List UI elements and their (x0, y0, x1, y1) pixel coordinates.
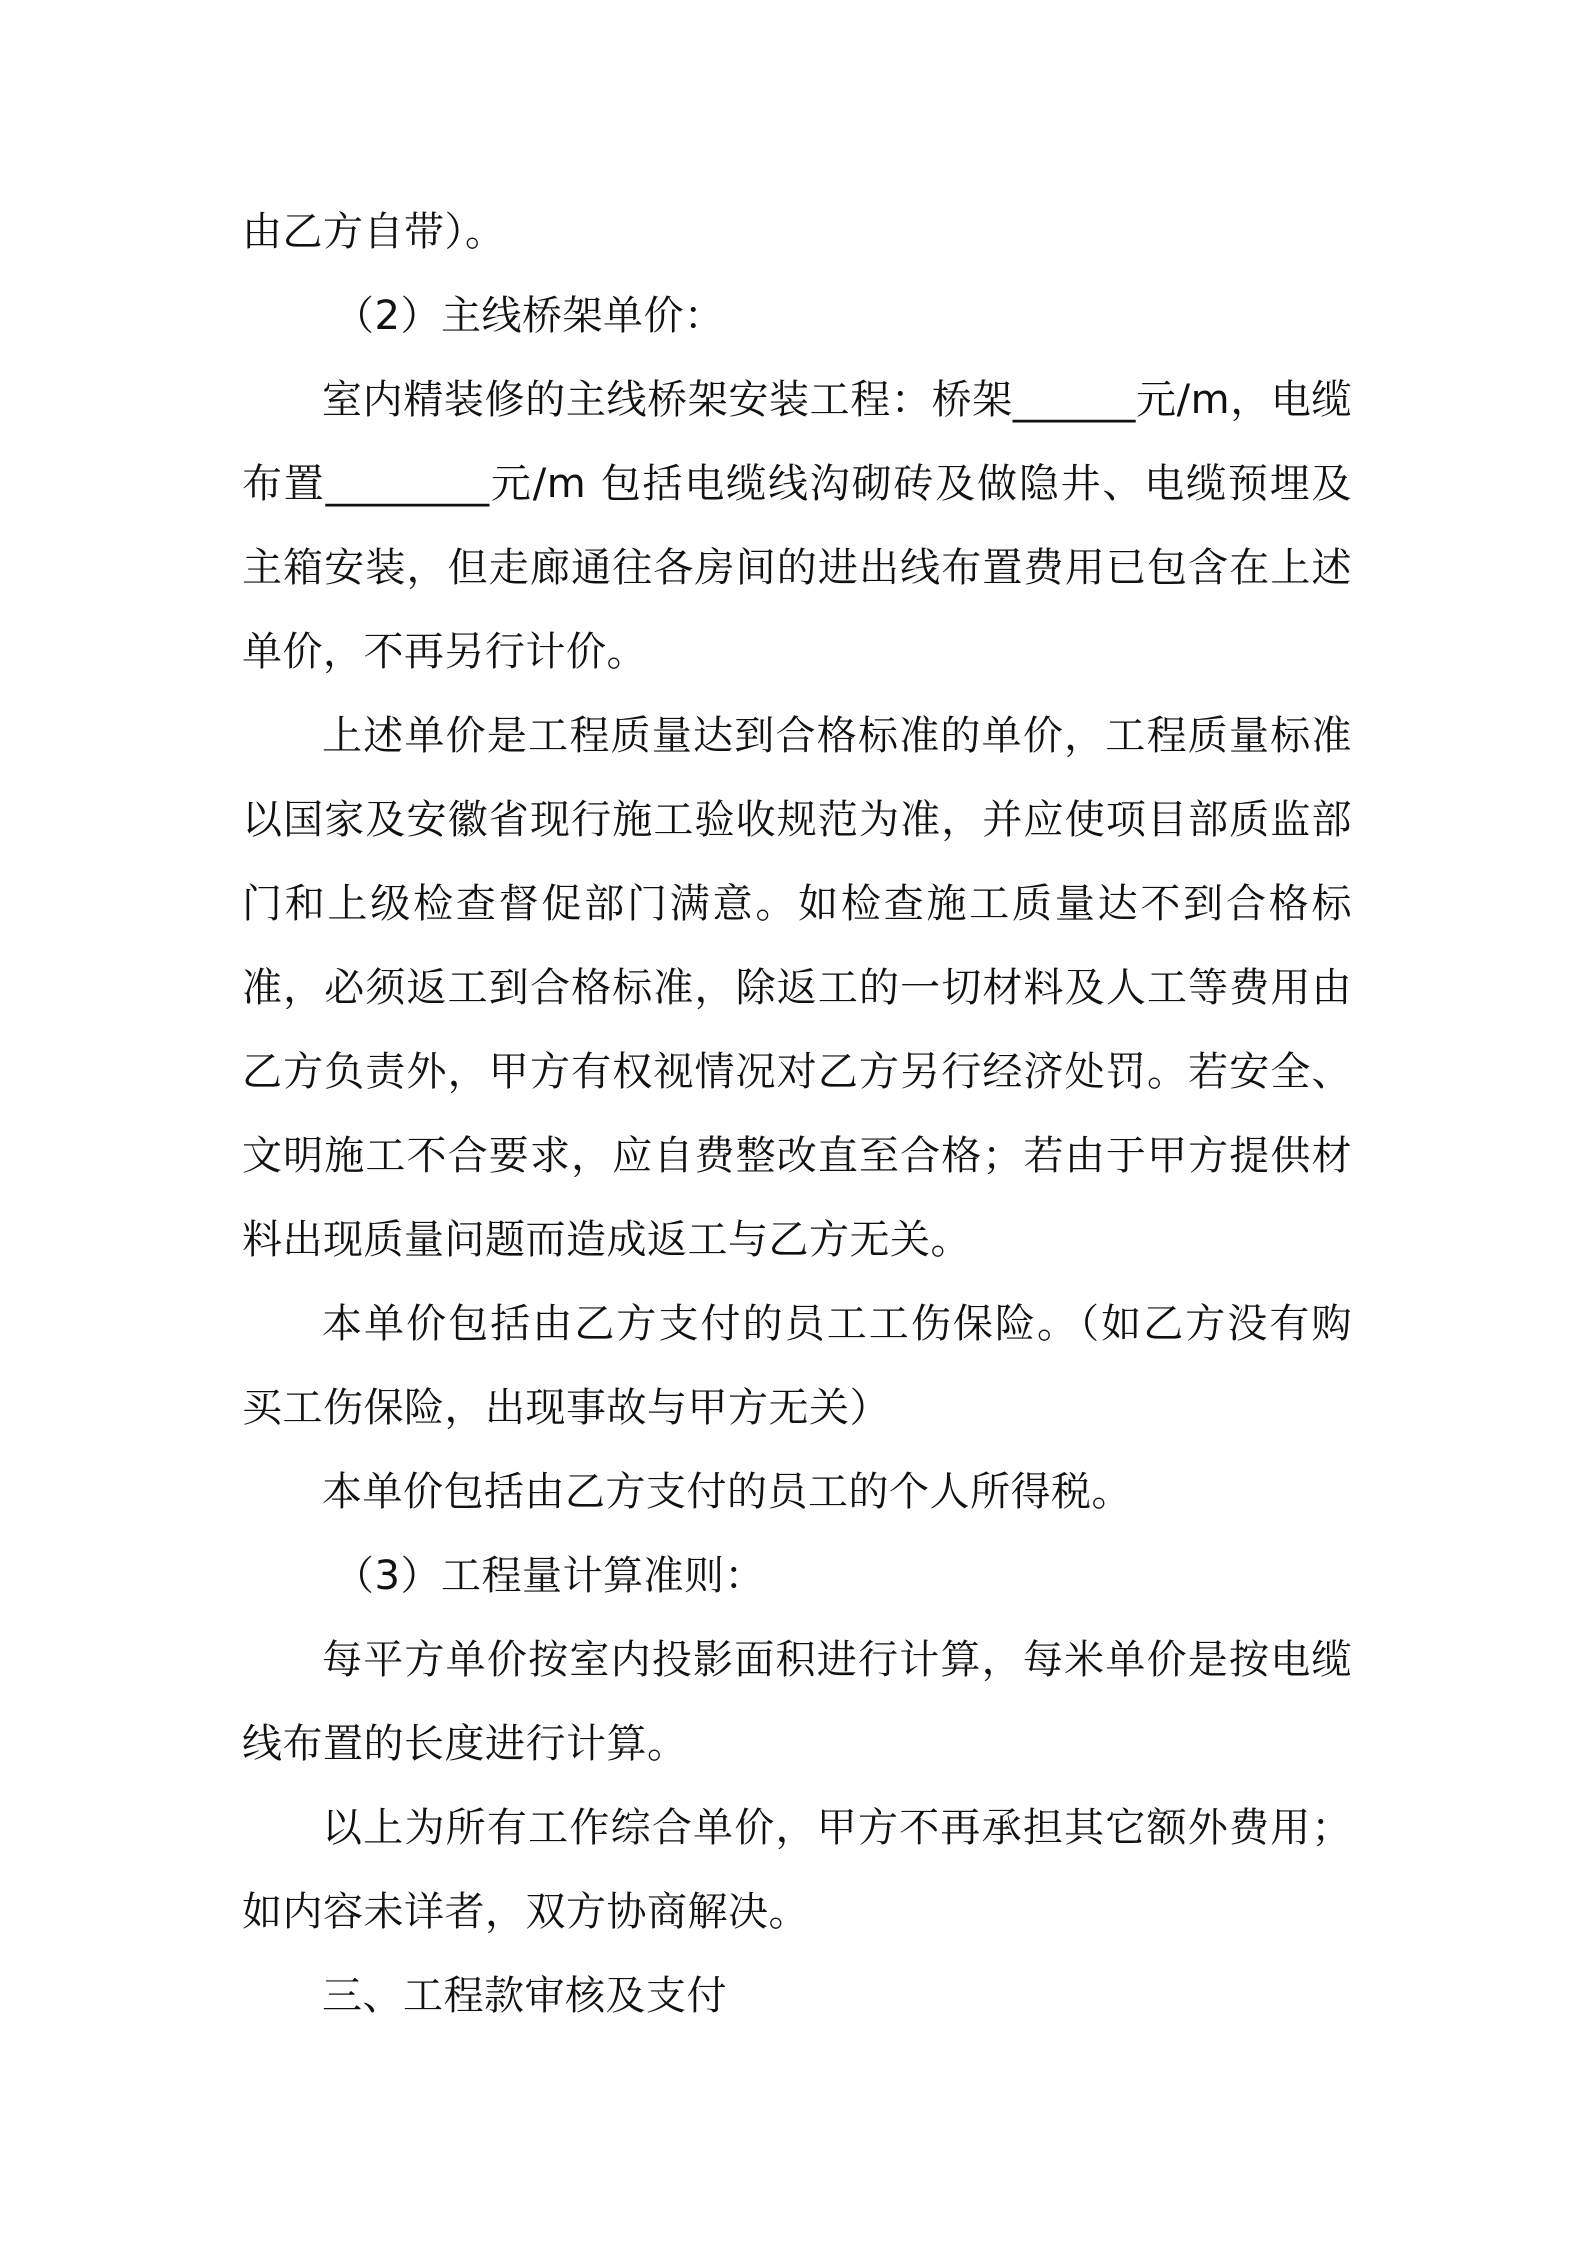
section-heading-quantity-rules: （3）工程量计算准则： (334, 1553, 765, 1599)
paragraph-injury-insurance: 本单价包括由乙方支付的员工工伤保险。（如乙方没有购买工伤保险，出现事故与甲方无关） (242, 1301, 1352, 1431)
paragraph-income-tax: 本单价包括由乙方支付的员工的个人所得税。 (322, 1469, 1132, 1515)
paragraph-comprehensive-price: 以上为所有工作综合单价，甲方不再承担其它额外费用；如内容未详者，双方协商解决。 (242, 1805, 1352, 1935)
paragraph-continuation: 由乙方自带）。 (242, 209, 506, 255)
section-heading-payment: 三、工程款审核及支付 (322, 1973, 727, 2019)
document-body (242, 190, 1352, 2038)
section-heading-main-tray-price: （2）主线桥架单价： (334, 293, 725, 339)
paragraph-quality-standard: 上述单价是工程质量达到合格标准的单价，工程质量标准以国家及安徽省现行施工验收规范为准，并应使项目部质监部门和上级检查督促部门满意。如检查施工质量达不到合格标准，必须返工到合格标准，除返工的一切材料及人工等费用由乙方负责外，甲方有权视情况对乙方另行经济处罚。若安全、文明施工不合要求，应自费整改直至合格；若由于甲方提供材料出现质量问题而造成返工与乙方无关。 (242, 713, 1352, 1263)
paragraph-calculation-method: 每平方单价按室内投影面积进行计算，每米单价是按电缆线布置的长度进行计算。 (242, 1637, 1352, 1767)
paragraph-tray-price: 室内精装修的主线桥架安装工程：桥架______元/m，电缆布置________元/m 包括电缆线沟砌砖及做隐井、电缆预埋及主箱安装，但走廊通往各房间的进出线布置费用已包含在上述单价，不再另行计价。 (242, 377, 1352, 675)
